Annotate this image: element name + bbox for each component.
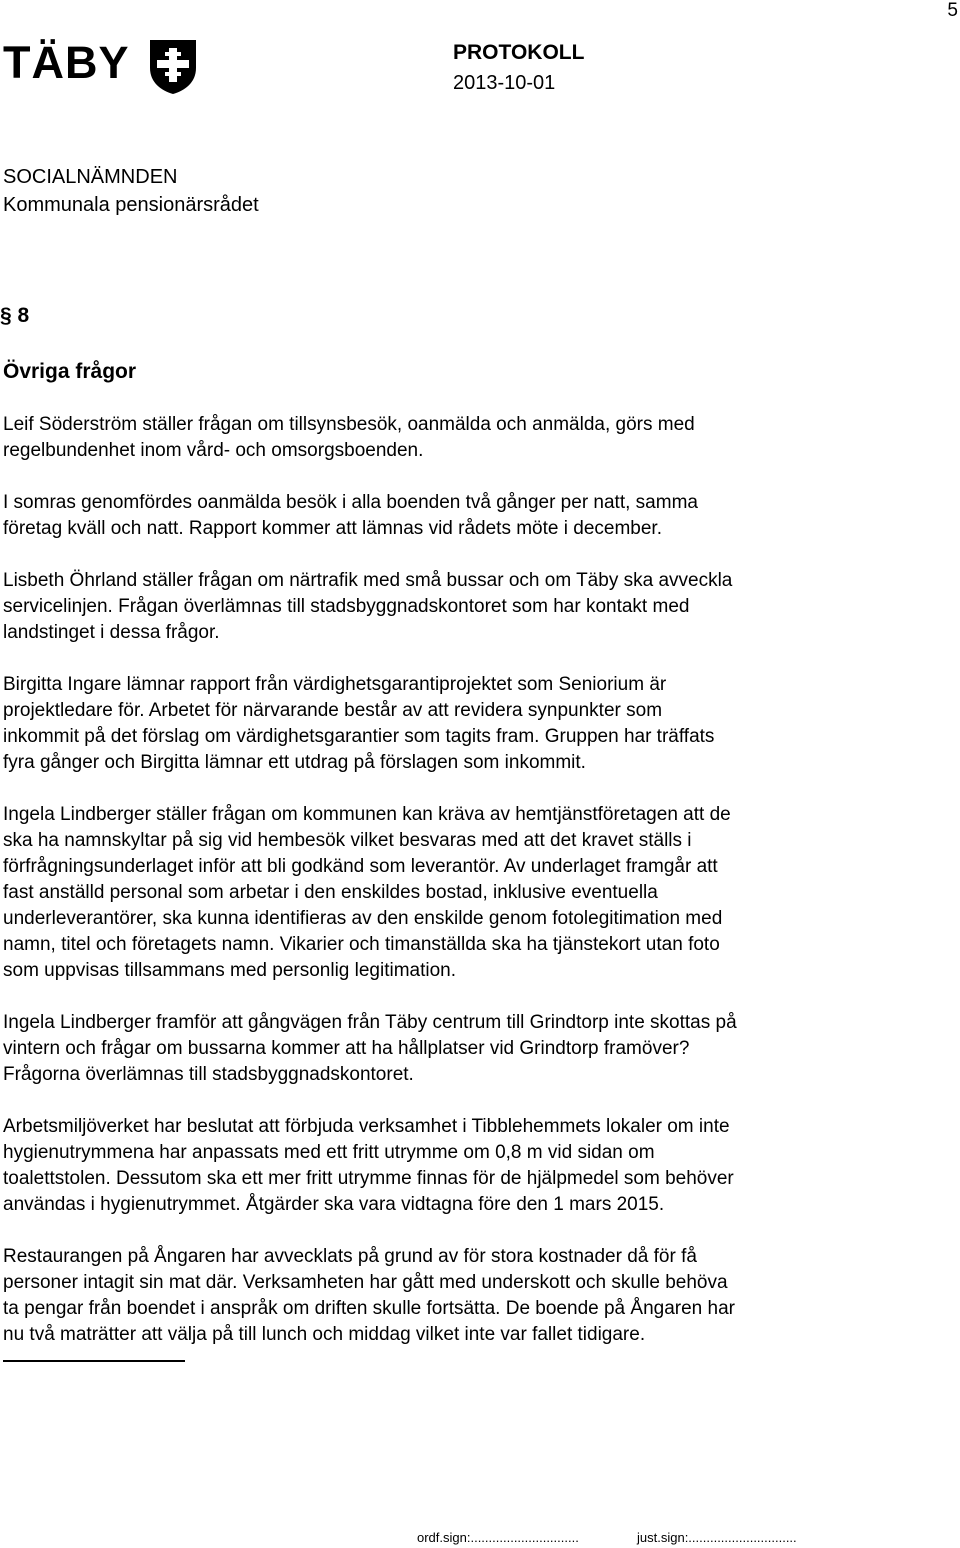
text-line: namn, titel och företagets namn. Vikarier och timanställda ska ha tjänstekort utan foto [3,934,720,955]
text-line: Restaurangen på Ångaren har avvecklats på grund av för stora kostnader då för få [3,1246,697,1267]
text-line: Birgitta Ingare lämnar rapport från värdighetsgarantiprojektet som Seniorium är [3,674,667,695]
paragraph [3,1010,903,1088]
adjuster-signature-field: just.sign:.............................. [637,1530,797,1545]
document-date: 2013-10-01 [453,72,556,94]
coat-of-arms-icon [148,38,198,96]
section-number: § 8 [0,304,30,327]
paragraph [3,568,903,646]
text-line: fast anställd personal som arbetar i den enskildes bostad, inklusive eventuella [3,882,658,903]
text-line: projektledare för. Arbetet för närvarande består av att revidera synpunkter som [3,700,663,721]
taby-logo [3,38,198,96]
text-line: inkommit på det förslag om värdighetsgarantier som tagits fram. Gruppen har träffats [3,726,715,747]
chairman-signature-field: ordf.sign:.............................. [417,1530,579,1545]
text-line: regelbundenhet inom vård- och omsorgsboenden. [3,440,424,461]
text-line: företag kväll och natt. Rapport kommer att lämnas vid rådets möte i december. [3,518,662,539]
text-line: förfrågningsunderlaget inför att bli godkänd som leverantör. Av underlaget framgår att [3,856,718,877]
text-line: personer intagit sin mat där. Verksamheten har gått med underskott och skulle behöva [3,1272,728,1293]
text-line: ska ha namnskyltar på sig vid hembesök vilket besvaras med att det kravet ställs i [3,830,692,851]
paragraph [3,802,903,984]
text-line: Ingela Lindberger framför att gångvägen från Täby centrum till Grindtorp inte skottas på [3,1012,737,1033]
end-rule [3,1360,185,1362]
text-line: Lisbeth Öhrland ställer frågan om närtrafik med små bussar och om Täby ska avveckla [3,570,733,591]
text-line: Frågorna överlämnas till stadsbyggnadskontoret. [3,1064,414,1085]
paragraph [3,490,903,542]
text-line: användas i hygienutrymmet. Åtgärder ska vara vidtagna före den 1 mars 2015. [3,1194,665,1215]
paragraph [3,1244,903,1348]
text-line: fyra gånger och Birgitta lämnar ett utdrag på förslagen som inkommit. [3,752,586,773]
council-name: Kommunala pensionärsrådet [3,194,259,216]
text-line: I somras genomfördes oanmälda besök i alla boenden två gånger per natt, samma [3,492,698,513]
paragraph [3,1114,903,1218]
text-line: toalettstolen. Dessutom ska ett mer fritt utrymme finnas för de hjälpmedel som behöver [3,1168,734,1189]
text-line: Ingela Lindberger ställer frågan om kommunen kan kräva av hemtjänstföretagen att de [3,804,731,825]
paragraph [3,412,903,464]
paragraph [3,672,903,776]
text-line: underleverantörer, ska kunna identifieras av den enskilde genom fotolegitimation med [3,908,723,929]
text-line: Arbetsmiljöverket har beslutat att förbjuda verksamhet i Tibblehemmets lokaler om inte [3,1116,730,1137]
text-line: nu två maträtter att välja på till lunch och middag vilket inte var fallet tidigare. [3,1324,646,1345]
text-line: Leif Söderström ställer frågan om tillsynsbesök, oanmälda och anmälda, görs med [3,414,695,435]
document-type: PROTOKOLL [453,41,585,64]
text-line: landstinget i dessa frågor. [3,622,220,643]
text-line: som uppvisas tillsammans med personlig legitimation. [3,960,457,981]
organization-name: SOCIALNÄMNDEN [3,166,178,188]
minutes-body [3,412,903,1374]
text-line: ta pengar från boendet i anspråk om driften skulle fortsätta. De boende på Ångaren har [3,1298,735,1319]
organization [3,163,259,219]
section-title: Övriga frågor [3,360,137,383]
logo-wordmark: TÄBY [3,37,130,88]
text-line: vintern och frågar om bussarna kommer att ha hållplatser vid Grindtorp framöver? [3,1038,690,1059]
text-line: servicelinjen. Frågan överlämnas till stadsbyggnadskontoret som har kontakt med [3,596,690,617]
text-line: hygienutrymmena har anpassats med ett fritt utrymme om 0,8 m vid sidan om [3,1142,655,1163]
page-number: 5 [947,0,958,21]
